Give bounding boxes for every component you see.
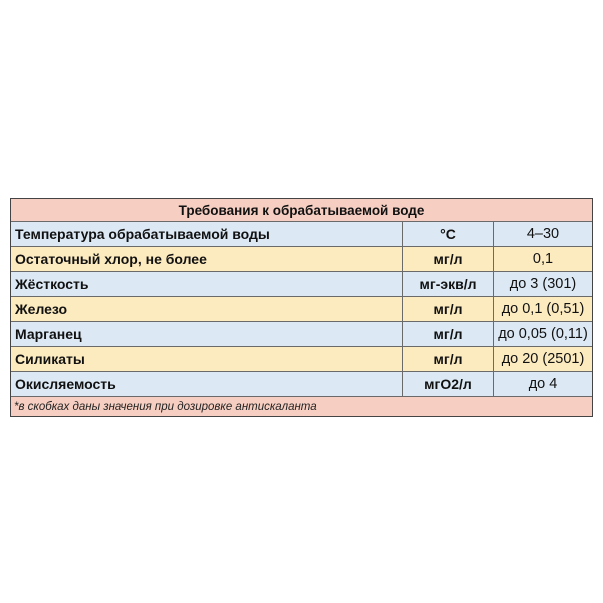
row-unit: мг/л <box>403 297 494 321</box>
table-row-oxidizability <box>11 372 592 397</box>
row-value: до 0,1 (0,51) <box>501 301 585 317</box>
table-row-silicates <box>11 347 592 372</box>
row-value: до 3 (301) <box>509 276 577 292</box>
row-name: Температура обрабатываемой воды <box>11 222 403 246</box>
row-name: Марганец <box>11 322 403 346</box>
table-row-manganese <box>11 322 592 347</box>
row-name: Остаточный хлор, не более <box>11 247 403 271</box>
row-name: Окисляемость <box>11 372 403 396</box>
table-row-temperature <box>11 222 592 247</box>
row-name: Жёсткость <box>11 272 403 296</box>
water-requirements-table <box>10 198 593 417</box>
table-title: Требования к обрабатываемой воде <box>11 199 592 222</box>
row-unit: мг/л <box>403 247 494 271</box>
row-value: до 20 (2501) <box>501 351 585 367</box>
row-unit: мг/л <box>403 347 494 371</box>
row-unit: °С <box>403 222 494 246</box>
table-row-hardness <box>11 272 592 297</box>
row-value: до 4 <box>528 376 558 392</box>
row-name: Силикаты <box>11 347 403 371</box>
row-value: 4–30 <box>526 226 560 242</box>
row-value: до 0,05 (0,11) <box>498 326 588 342</box>
row-unit: мг-экв/л <box>403 272 494 296</box>
row-value: 0,1 <box>532 251 554 267</box>
table-row-residual-chlorine <box>11 247 592 272</box>
row-unit: мгО2/л <box>403 372 494 396</box>
table-row-iron <box>11 297 592 322</box>
table-footnote: *в скобках даны значения при дозировке антискаланта <box>11 397 592 416</box>
row-unit: мг/л <box>403 322 494 346</box>
row-name: Железо <box>11 297 403 321</box>
